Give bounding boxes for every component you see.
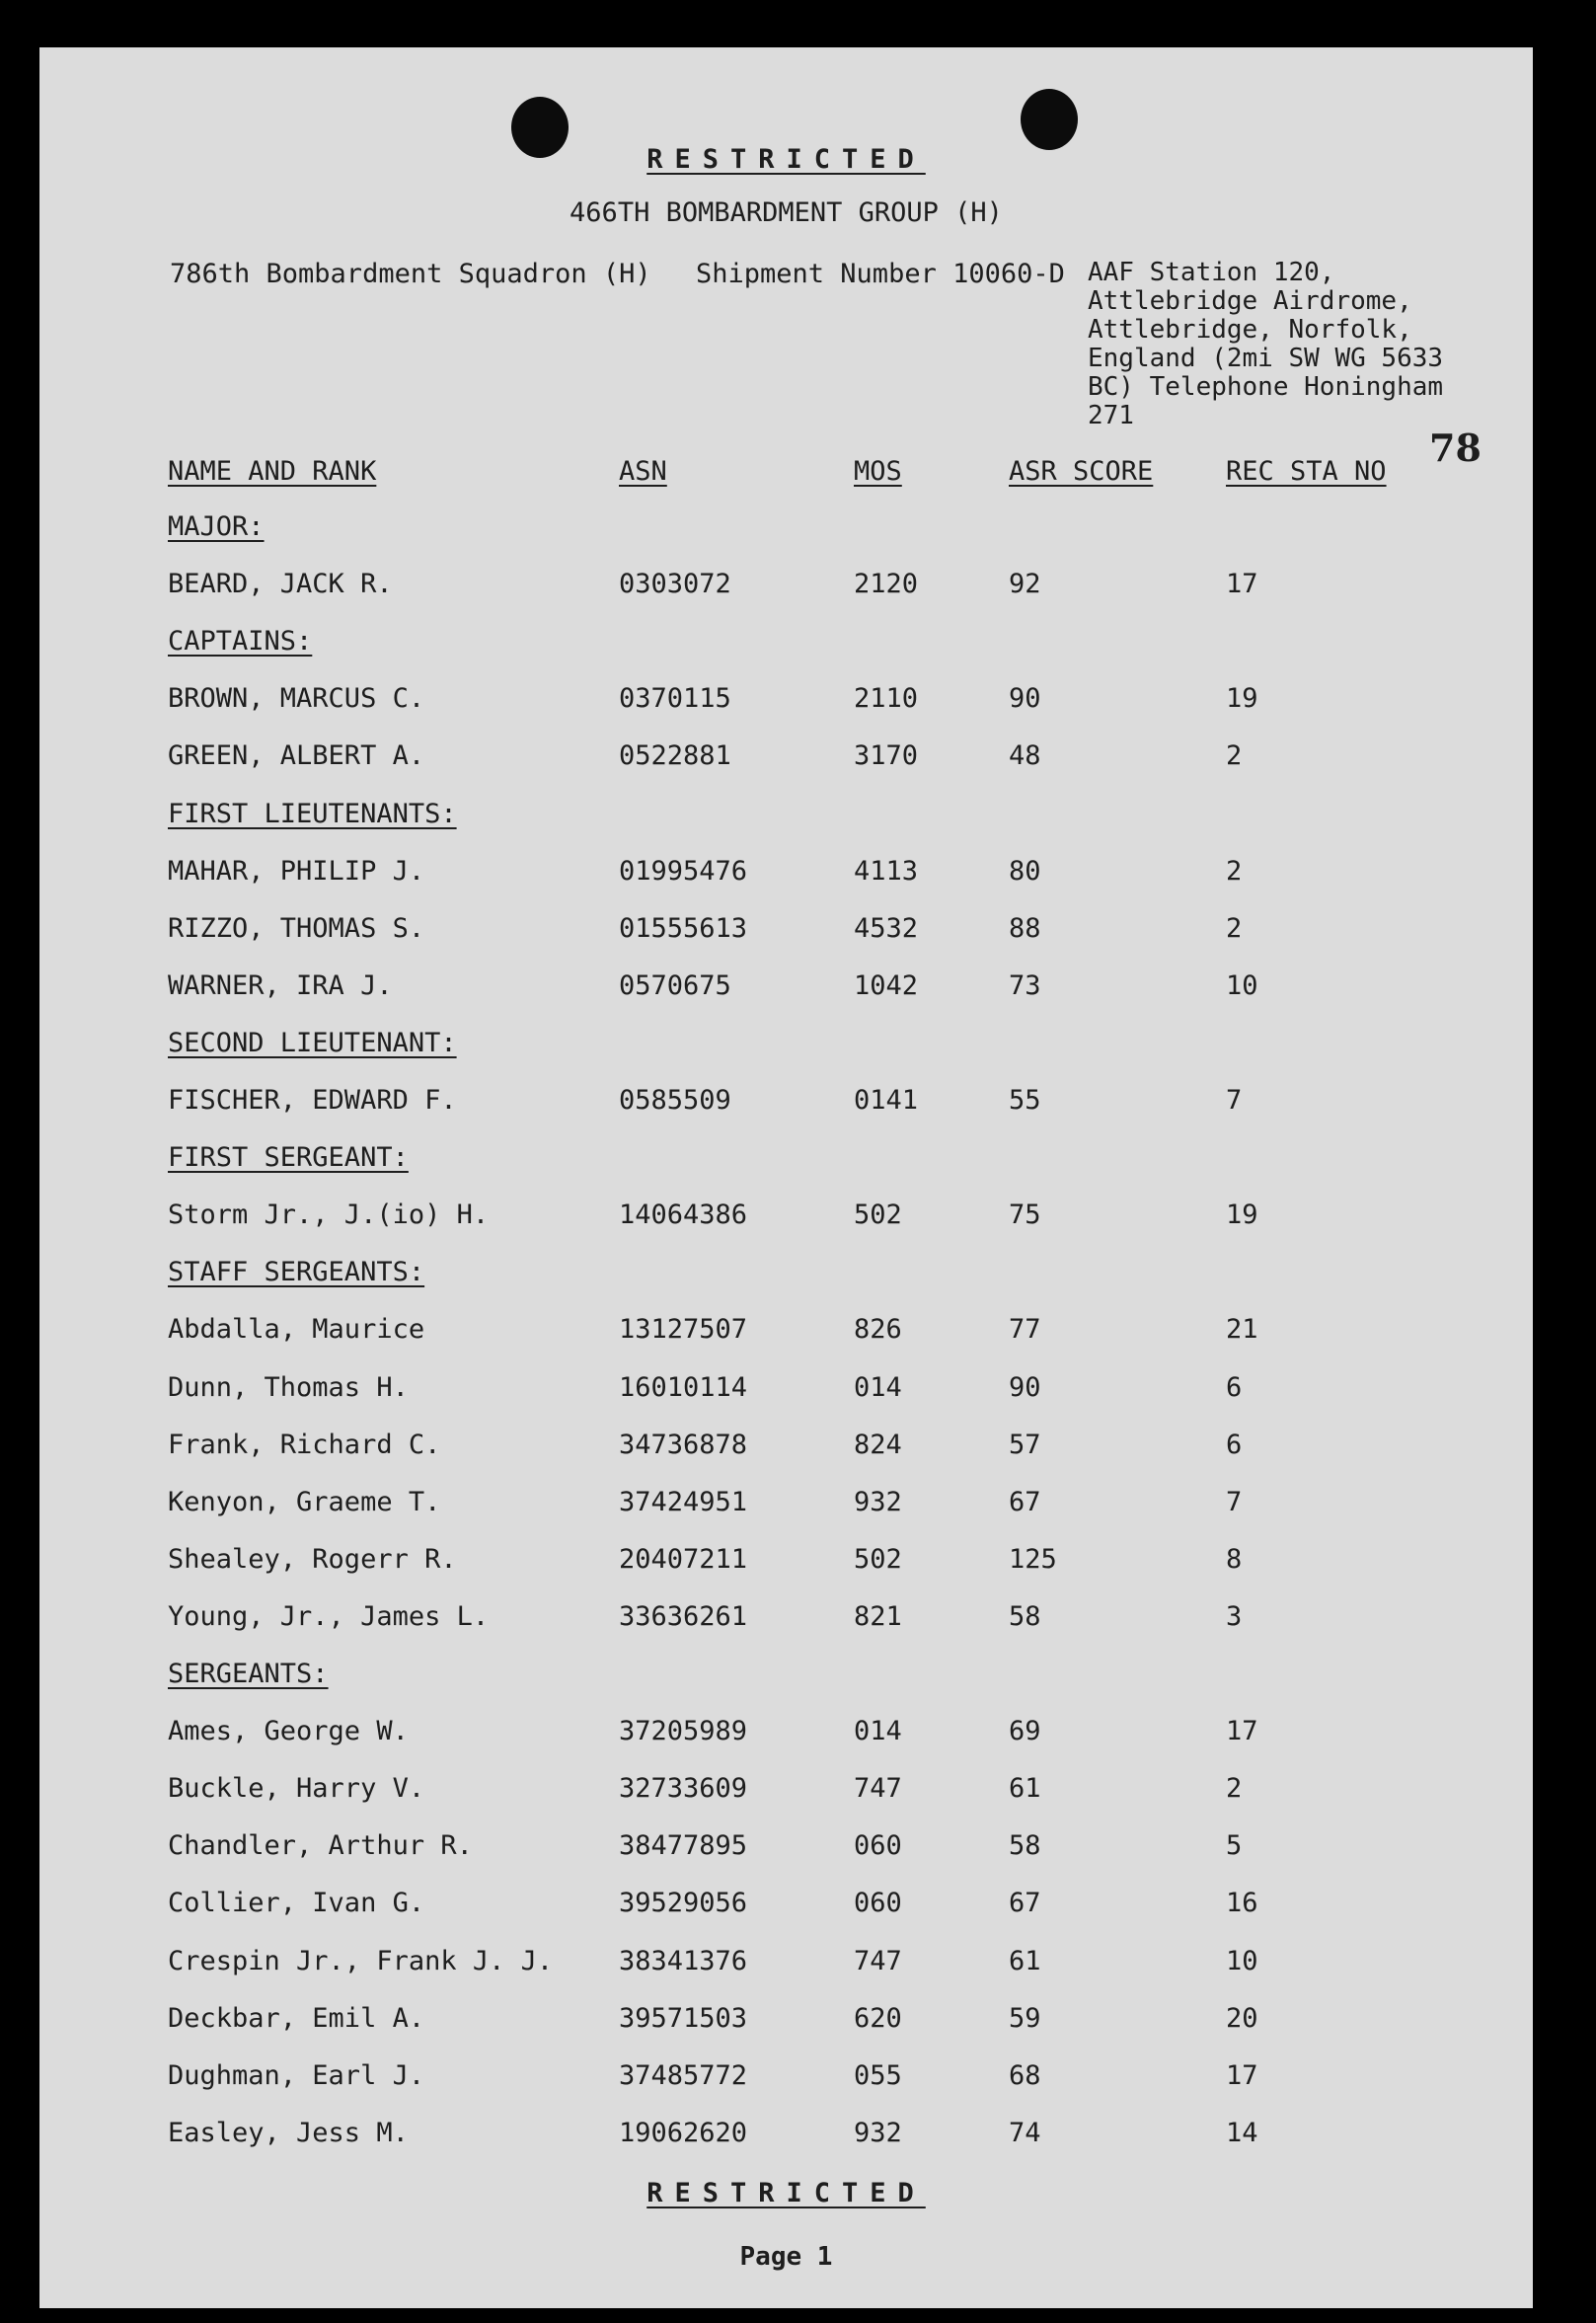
person-name: Dughman, Earl J. (168, 2060, 425, 2091)
person-mos: 932 (854, 2118, 902, 2148)
person-name: Crespin Jr., Frank J. J. (168, 1946, 554, 1976)
person-rec-sta-no: 17 (1226, 1716, 1258, 1746)
person-mos: 2110 (854, 683, 919, 714)
header-asr-score: ASR SCORE (1009, 456, 1154, 487)
person-name: RIZZO, THOMAS S. (168, 913, 425, 944)
person-asr-score: 74 (1009, 2118, 1041, 2148)
person-asn: 19062620 (619, 2118, 748, 2148)
person-rec-sta-no: 16 (1226, 1888, 1258, 1918)
person-rec-sta-no: 10 (1226, 970, 1258, 1001)
person-rec-sta-no: 10 (1226, 1946, 1258, 1976)
person-name: MAHAR, PHILIP J. (168, 856, 425, 887)
person-asr-score: 57 (1009, 1430, 1041, 1460)
rank-heading: FIRST LIEUTENANTS: (168, 799, 457, 829)
person-rec-sta-no: 5 (1226, 1830, 1243, 1861)
header-asn: ASN (619, 456, 667, 487)
person-name: Young, Jr., James L. (168, 1601, 490, 1632)
person-asr-score: 61 (1009, 1946, 1041, 1976)
address-line: 271 (1088, 401, 1134, 430)
page-number: Page 1 (739, 2242, 833, 2272)
handwritten-number: 78 (1429, 426, 1482, 470)
person-asn: 20407211 (619, 1544, 748, 1575)
person-mos: 620 (854, 2003, 902, 2034)
person-rec-sta-no: 19 (1226, 683, 1258, 714)
address-line: Attlebridge Airdrome, (1088, 286, 1412, 316)
person-asn: 33636261 (619, 1601, 748, 1632)
person-asr-score: 58 (1009, 1601, 1041, 1632)
person-name: GREEN, ALBERT A. (168, 740, 425, 771)
person-asn: 0303072 (619, 569, 731, 599)
person-mos: 4532 (854, 913, 919, 944)
person-mos: 932 (854, 1487, 902, 1517)
person-asn: 38477895 (619, 1830, 748, 1861)
person-mos: 824 (854, 1430, 902, 1460)
person-asn: 39529056 (619, 1888, 748, 1918)
person-rec-sta-no: 17 (1226, 2060, 1258, 2091)
group-title: 466TH BOMBARDMENT GROUP (H) (570, 197, 1003, 228)
rank-heading: STAFF SERGEANTS: (168, 1257, 425, 1287)
person-asn: 13127507 (619, 1314, 748, 1345)
person-asr-score: 58 (1009, 1830, 1041, 1861)
person-mos: 502 (854, 1544, 902, 1575)
shipment-number: Shipment Number 10060-D (696, 259, 1065, 289)
person-mos: 014 (854, 1716, 902, 1746)
person-asn: 37485772 (619, 2060, 748, 2091)
person-asr-score: 55 (1009, 1085, 1041, 1116)
person-rec-sta-no: 6 (1226, 1372, 1243, 1403)
person-asr-score: 59 (1009, 2003, 1041, 2034)
person-name: FISCHER, EDWARD F. (168, 1085, 457, 1116)
person-asn: 39571503 (619, 2003, 748, 2034)
person-asr-score: 125 (1009, 1544, 1057, 1575)
person-asr-score: 92 (1009, 569, 1041, 599)
person-asr-score: 67 (1009, 1487, 1041, 1517)
person-rec-sta-no: 7 (1226, 1085, 1243, 1116)
header-rec-sta-no: REC STA NO (1226, 456, 1387, 487)
person-mos: 747 (854, 1773, 902, 1804)
person-mos: 3170 (854, 740, 919, 771)
person-name: Easley, Jess M. (168, 2118, 409, 2148)
person-rec-sta-no: 3 (1226, 1601, 1243, 1632)
rank-heading: FIRST SERGEANT: (168, 1142, 409, 1173)
person-asr-score: 67 (1009, 1888, 1041, 1918)
person-name: Kenyon, Graeme T. (168, 1487, 441, 1517)
person-asr-score: 73 (1009, 970, 1041, 1001)
person-rec-sta-no: 7 (1226, 1487, 1243, 1517)
classification-bottom: RESTRICTED (646, 2178, 926, 2208)
person-asr-score: 68 (1009, 2060, 1041, 2091)
header-name: NAME AND RANK (168, 456, 377, 487)
person-asn: 37424951 (619, 1487, 748, 1517)
person-mos: 502 (854, 1200, 902, 1230)
person-name: Frank, Richard C. (168, 1430, 441, 1460)
address-line: AAF Station 120, (1088, 258, 1335, 287)
person-name: Abdalla, Maurice (168, 1314, 425, 1345)
person-name: Chandler, Arthur R. (168, 1830, 473, 1861)
person-mos: 060 (854, 1888, 902, 1918)
person-asn: 16010114 (619, 1372, 748, 1403)
person-name: Collier, Ivan G. (168, 1888, 425, 1918)
person-asr-score: 69 (1009, 1716, 1041, 1746)
person-mos: 826 (854, 1314, 902, 1345)
person-asn: 32733609 (619, 1773, 748, 1804)
address-line: BC) Telephone Honingham (1088, 372, 1444, 402)
person-name: WARNER, IRA J. (168, 970, 393, 1001)
address-line: England (2mi SW WG 5633 (1088, 344, 1444, 373)
person-asn: 0522881 (619, 740, 731, 771)
person-asr-score: 90 (1009, 683, 1041, 714)
person-asn: 01555613 (619, 913, 748, 944)
person-rec-sta-no: 14 (1226, 2118, 1258, 2148)
rank-heading: CAPTAINS: (168, 626, 313, 657)
address-line: Attlebridge, Norfolk, (1088, 315, 1412, 345)
person-mos: 0141 (854, 1085, 919, 1116)
person-rec-sta-no: 17 (1226, 569, 1258, 599)
person-mos: 747 (854, 1946, 902, 1976)
person-rec-sta-no: 2 (1226, 913, 1243, 944)
rank-heading: SERGEANTS: (168, 1659, 329, 1689)
classification-top: RESTRICTED (646, 144, 926, 175)
person-name: BEARD, JACK R. (168, 569, 393, 599)
person-mos: 1042 (854, 970, 919, 1001)
person-asr-score: 75 (1009, 1200, 1041, 1230)
person-name: Buckle, Harry V. (168, 1773, 425, 1804)
person-rec-sta-no: 8 (1226, 1544, 1243, 1575)
person-rec-sta-no: 20 (1226, 2003, 1258, 2034)
person-asn: 14064386 (619, 1200, 748, 1230)
person-name: Dunn, Thomas H. (168, 1372, 409, 1403)
person-mos: 2120 (854, 569, 919, 599)
person-mos: 821 (854, 1601, 902, 1632)
person-asr-score: 48 (1009, 740, 1041, 771)
person-asr-score: 61 (1009, 1773, 1041, 1804)
rank-heading: SECOND LIEUTENANT: (168, 1028, 457, 1058)
person-asn: 01995476 (619, 856, 748, 887)
person-name: Ames, George W. (168, 1716, 409, 1746)
person-mos: 4113 (854, 856, 919, 887)
person-name: BROWN, MARCUS C. (168, 683, 425, 714)
person-mos: 014 (854, 1372, 902, 1403)
person-mos: 060 (854, 1830, 902, 1861)
person-name: Deckbar, Emil A. (168, 2003, 425, 2034)
person-asr-score: 80 (1009, 856, 1041, 887)
person-rec-sta-no: 2 (1226, 740, 1243, 771)
person-asn: 37205989 (619, 1716, 748, 1746)
person-name: Shealey, Rogerr R. (168, 1544, 457, 1575)
header-mos: MOS (854, 456, 902, 487)
person-asn: 38341376 (619, 1946, 748, 1976)
person-rec-sta-no: 21 (1226, 1314, 1258, 1345)
person-asn: 0370115 (619, 683, 731, 714)
punch-hole-right (1021, 89, 1078, 150)
person-asn: 0570675 (619, 970, 731, 1001)
person-asr-score: 77 (1009, 1314, 1041, 1345)
person-name: Storm Jr., J.(io) H. (168, 1200, 490, 1230)
person-asr-score: 88 (1009, 913, 1041, 944)
person-mos: 055 (854, 2060, 902, 2091)
squadron-label: 786th Bombardment Squadron (H) (170, 259, 651, 289)
person-asr-score: 90 (1009, 1372, 1041, 1403)
person-asn: 34736878 (619, 1430, 748, 1460)
person-rec-sta-no: 19 (1226, 1200, 1258, 1230)
document-page (39, 47, 1533, 2308)
person-asn: 0585509 (619, 1085, 731, 1116)
person-rec-sta-no: 6 (1226, 1430, 1243, 1460)
rank-heading: MAJOR: (168, 511, 265, 542)
person-rec-sta-no: 2 (1226, 856, 1243, 887)
person-rec-sta-no: 2 (1226, 1773, 1243, 1804)
